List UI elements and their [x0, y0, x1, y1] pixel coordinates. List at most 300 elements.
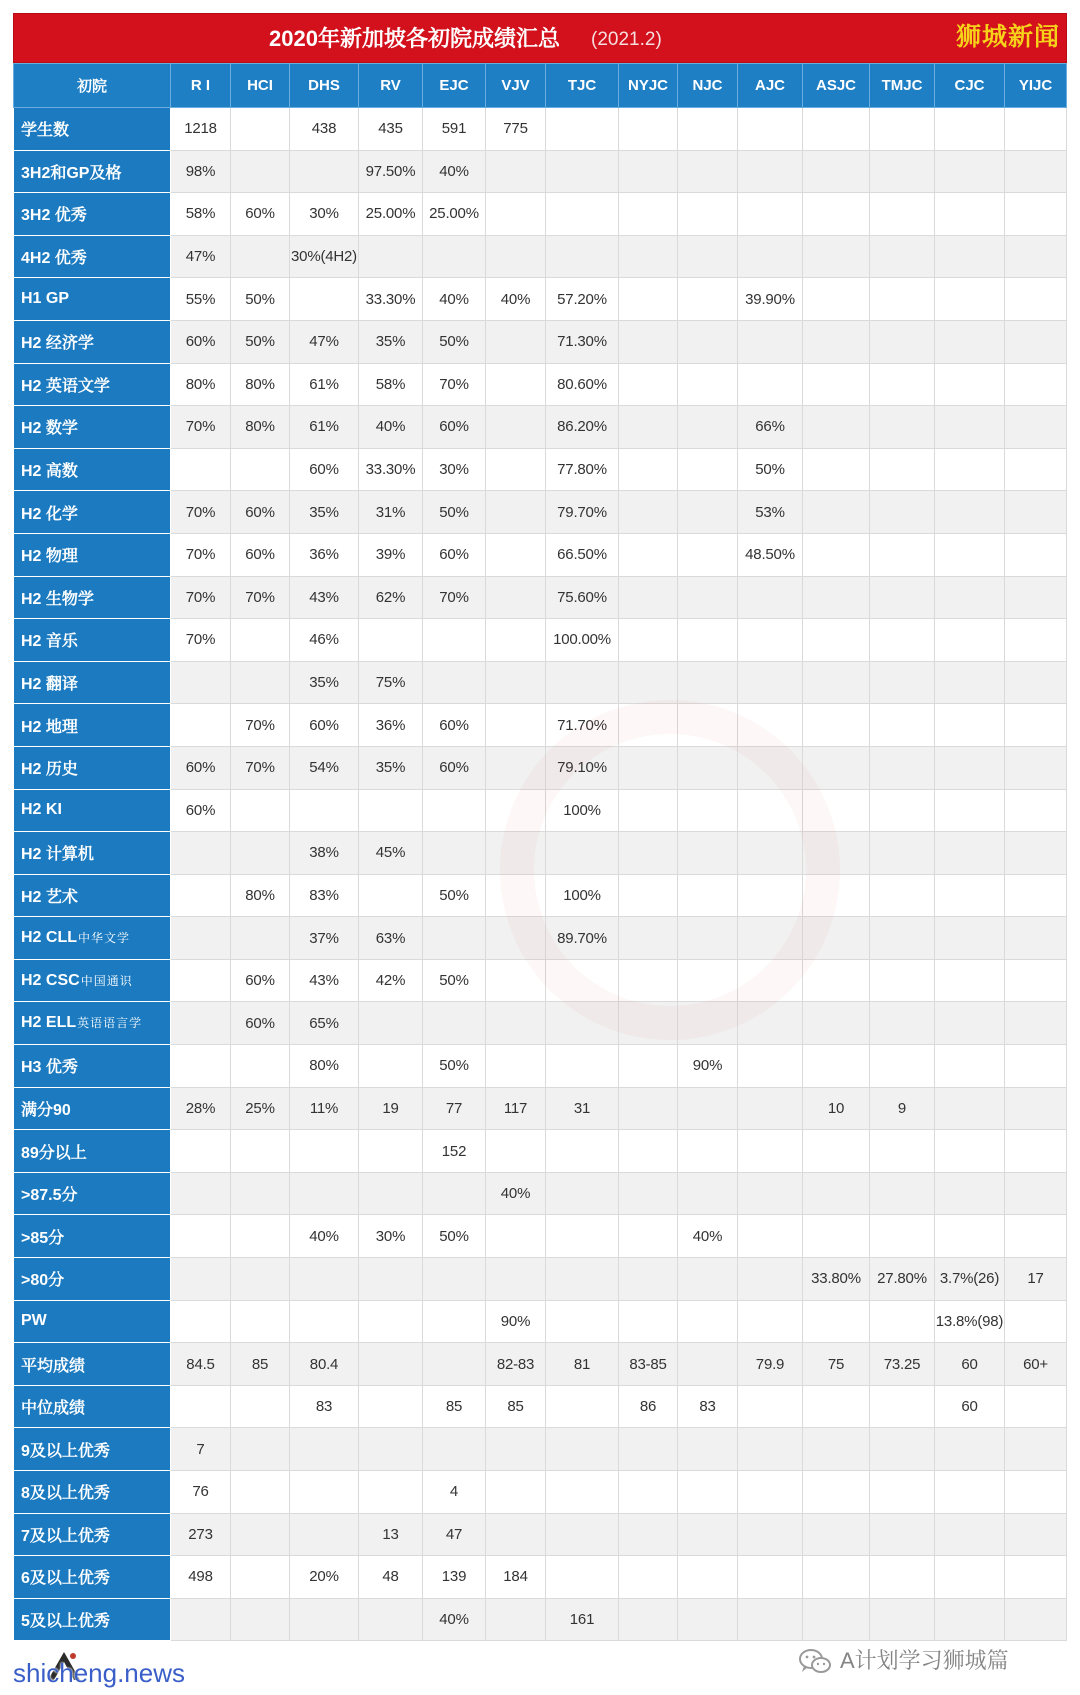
table-cell: [935, 789, 1005, 832]
row-label-text: H2 艺术: [21, 888, 78, 906]
table-cell: [1005, 278, 1067, 321]
header-hci: HCI: [231, 64, 290, 108]
table-cell: 30%: [290, 193, 359, 236]
table-cell: [678, 150, 738, 193]
table-row: [14, 448, 1067, 491]
header-ri: R I: [171, 64, 231, 108]
table-cell: [619, 917, 678, 960]
table-cell: [231, 1172, 290, 1215]
table-cell: [231, 1598, 290, 1641]
table-cell: 50%: [423, 320, 486, 363]
table-cell: 30%: [423, 448, 486, 491]
row-label-text: H2 音乐: [21, 633, 78, 651]
table-cell: [870, 917, 935, 960]
table-cell: 50%: [231, 320, 290, 363]
header-njc: NJC: [678, 64, 738, 108]
table-cell: [619, 320, 678, 363]
table-cell: [231, 1471, 290, 1514]
table-cell: [546, 193, 619, 236]
table-cell: [546, 832, 619, 875]
table-cell: [870, 1471, 935, 1514]
table-cell: 48: [359, 1556, 423, 1599]
table-cell: 40%: [486, 1172, 546, 1215]
table-cell: 50%: [231, 278, 290, 321]
table-cell: 47: [423, 1513, 486, 1556]
table-cell: 31%: [359, 491, 423, 534]
table-cell: [359, 1343, 423, 1386]
table-cell: [619, 1087, 678, 1130]
table-cell: 58%: [171, 193, 231, 236]
table-cell: 83: [678, 1385, 738, 1428]
table-cell: [935, 1002, 1005, 1045]
table-cell: [359, 1300, 423, 1343]
table-cell: 31: [546, 1087, 619, 1130]
table-cell: [486, 1045, 546, 1088]
table-row: [14, 150, 1067, 193]
table-cell: [870, 1130, 935, 1173]
table-cell: [935, 1513, 1005, 1556]
table-cell: [1005, 1045, 1067, 1088]
table-cell: 40%: [423, 150, 486, 193]
table-cell: 20%: [290, 1556, 359, 1599]
table-cell: [678, 406, 738, 449]
table-cell: 90%: [678, 1045, 738, 1088]
table-cell: [546, 959, 619, 1002]
table-cell: [171, 1300, 231, 1343]
table-row: [14, 491, 1067, 534]
table-cell: [486, 832, 546, 875]
table-cell: [619, 1002, 678, 1045]
row-label: [14, 448, 171, 491]
table-cell: [738, 661, 803, 704]
row-label-text: H2 物理: [21, 548, 78, 566]
table-cell: 60%: [423, 704, 486, 747]
table-cell: [738, 1385, 803, 1428]
table-cell: 45%: [359, 832, 423, 875]
table-cell: 50%: [423, 874, 486, 917]
table-cell: 11%: [290, 1087, 359, 1130]
row-label: [14, 1598, 171, 1641]
table-header-row: [14, 64, 1067, 108]
row-label-text: 4H2 优秀: [21, 250, 87, 268]
table-cell: [935, 1428, 1005, 1471]
table-row: [14, 619, 1067, 662]
table-cell: [171, 1130, 231, 1173]
table-row: [14, 661, 1067, 704]
table-cell: [935, 1215, 1005, 1258]
table-cell: [619, 533, 678, 576]
table-cell: 40%: [486, 278, 546, 321]
table-cell: 85: [486, 1385, 546, 1428]
table-cell: [678, 108, 738, 151]
row-label: [14, 150, 171, 193]
table-cell: 62%: [359, 576, 423, 619]
table-cell: [678, 448, 738, 491]
table-cell: [1005, 1172, 1067, 1215]
table-cell: [1005, 533, 1067, 576]
table-cell: 80.4: [290, 1343, 359, 1386]
header-cjc: CJC: [935, 64, 1005, 108]
header-vjv: VJV: [486, 64, 546, 108]
table-cell: [738, 959, 803, 1002]
table-row: [14, 1087, 1067, 1130]
table-cell: [803, 193, 870, 236]
table-cell: [290, 150, 359, 193]
header-nyjc: NYJC: [619, 64, 678, 108]
table-cell: [870, 619, 935, 662]
table-cell: [619, 278, 678, 321]
table-row: [14, 1343, 1067, 1386]
table-cell: [935, 661, 1005, 704]
table-cell: [619, 576, 678, 619]
row-label: [14, 1002, 171, 1045]
row-label: [14, 704, 171, 747]
row-label-subtitle: 中国通识: [80, 973, 133, 988]
table-cell: 775: [486, 108, 546, 151]
table-cell: [935, 533, 1005, 576]
table-cell: [359, 1172, 423, 1215]
table-cell: 57.20%: [546, 278, 619, 321]
table-row: [14, 406, 1067, 449]
table-cell: [486, 1513, 546, 1556]
row-label: [14, 1045, 171, 1088]
table-cell: [935, 959, 1005, 1002]
table-row: [14, 320, 1067, 363]
table-cell: [935, 363, 1005, 406]
table-cell: 7: [171, 1428, 231, 1471]
table-cell: [486, 406, 546, 449]
row-label: [14, 1130, 171, 1173]
table-cell: [619, 406, 678, 449]
table-cell: [1005, 1215, 1067, 1258]
table-cell: [619, 235, 678, 278]
table-cell: [870, 448, 935, 491]
table-cell: [738, 746, 803, 789]
table-cell: [678, 1002, 738, 1045]
table-cell: [935, 108, 1005, 151]
row-label: [14, 363, 171, 406]
row-label: [14, 746, 171, 789]
table-cell: 84.5: [171, 1343, 231, 1386]
table-cell: [423, 1258, 486, 1301]
table-cell: [803, 1428, 870, 1471]
table-cell: 70%: [423, 576, 486, 619]
row-label: [14, 320, 171, 363]
table-cell: [1005, 917, 1067, 960]
row-label-text: H2 CLL: [21, 929, 77, 947]
table-cell: [935, 1556, 1005, 1599]
table-cell: [738, 1556, 803, 1599]
table-cell: 48.50%: [738, 533, 803, 576]
table-cell: 70%: [231, 576, 290, 619]
table-cell: 43%: [290, 576, 359, 619]
table-cell: [171, 1385, 231, 1428]
table-cell: [231, 1300, 290, 1343]
table-cell: 438: [290, 108, 359, 151]
results-table-card: [13, 13, 1067, 1641]
table-cell: [935, 832, 1005, 875]
table-cell: [171, 1002, 231, 1045]
table-cell: [619, 1471, 678, 1514]
table-cell: 60%: [231, 959, 290, 1002]
table-row: [14, 1556, 1067, 1599]
table-cell: 53%: [738, 491, 803, 534]
table-row: [14, 789, 1067, 832]
table-cell: [935, 448, 1005, 491]
table-cell: [231, 1556, 290, 1599]
table-cell: [738, 619, 803, 662]
header-rv: RV: [359, 64, 423, 108]
row-label: [14, 1087, 171, 1130]
table-cell: 66.50%: [546, 533, 619, 576]
table-cell: 100.00%: [546, 619, 619, 662]
table-cell: [486, 1471, 546, 1514]
row-label: [14, 576, 171, 619]
table-cell: [678, 235, 738, 278]
table-cell: [423, 917, 486, 960]
table-cell: [935, 491, 1005, 534]
table-cell: 40%: [290, 1215, 359, 1258]
table-row: [14, 363, 1067, 406]
table-row: [14, 1258, 1067, 1301]
table-cell: 55%: [171, 278, 231, 321]
row-label-text: 3H2和GP及格: [21, 164, 122, 182]
table-cell: 35%: [359, 320, 423, 363]
table-cell: [231, 448, 290, 491]
table-cell: 80%: [231, 406, 290, 449]
table-cell: [678, 619, 738, 662]
table-cell: [678, 1513, 738, 1556]
table-cell: [619, 1172, 678, 1215]
table-cell: [231, 619, 290, 662]
row-label: [14, 108, 171, 151]
table-cell: [423, 789, 486, 832]
table-cell: [678, 1258, 738, 1301]
table-cell: [423, 619, 486, 662]
table-cell: 60%: [171, 789, 231, 832]
table-cell: 70%: [231, 704, 290, 747]
table-cell: 65%: [290, 1002, 359, 1045]
title-bar: [13, 13, 1067, 63]
table-cell: [678, 959, 738, 1002]
table-cell: [870, 874, 935, 917]
table-cell: [870, 406, 935, 449]
table-cell: [678, 661, 738, 704]
table-cell: 139: [423, 1556, 486, 1599]
table-cell: 79.10%: [546, 746, 619, 789]
table-cell: [486, 959, 546, 1002]
footer-site-watermark: shicheng.news: [13, 1658, 185, 1688]
table-cell: 4: [423, 1471, 486, 1514]
table-cell: [486, 193, 546, 236]
table-cell: 39.90%: [738, 278, 803, 321]
table-cell: [619, 619, 678, 662]
table-cell: [619, 1598, 678, 1641]
table-cell: [870, 278, 935, 321]
table-cell: 83: [290, 1385, 359, 1428]
table-cell: [803, 491, 870, 534]
row-label-subtitle: 中华文学: [78, 931, 131, 946]
table-cell: [678, 917, 738, 960]
table-cell: [486, 448, 546, 491]
table-cell: [803, 150, 870, 193]
table-row: [14, 832, 1067, 875]
table-row: [14, 193, 1067, 236]
table-cell: [1005, 1385, 1067, 1428]
table-cell: 35%: [359, 746, 423, 789]
table-cell: [803, 1300, 870, 1343]
table-cell: 19: [359, 1087, 423, 1130]
table-cell: 77: [423, 1087, 486, 1130]
table-cell: [1005, 1598, 1067, 1641]
table-cell: [803, 1598, 870, 1641]
table-cell: [678, 874, 738, 917]
table-cell: 117: [486, 1087, 546, 1130]
table-cell: [619, 1300, 678, 1343]
header-asjc: ASJC: [803, 64, 870, 108]
table-cell: 100%: [546, 789, 619, 832]
table-cell: [870, 1513, 935, 1556]
table-cell: [1005, 150, 1067, 193]
table-cell: [546, 150, 619, 193]
row-label-text: H2 高数: [21, 463, 78, 481]
table-cell: [870, 959, 935, 1002]
table-cell: [738, 1172, 803, 1215]
table-row: [14, 1428, 1067, 1471]
table-cell: [423, 1428, 486, 1471]
table-cell: [619, 363, 678, 406]
table-cell: [619, 704, 678, 747]
table-cell: 33.30%: [359, 278, 423, 321]
table-cell: [678, 1471, 738, 1514]
table-row: [14, 1471, 1067, 1514]
table-row: [14, 917, 1067, 960]
table-cell: [171, 1215, 231, 1258]
table-cell: [935, 1130, 1005, 1173]
row-label-text: 满分90: [21, 1101, 71, 1119]
table-cell: [619, 491, 678, 534]
table-cell: 61%: [290, 363, 359, 406]
table-cell: 75: [803, 1343, 870, 1386]
row-label-text: H2 KI: [21, 801, 62, 819]
table-cell: 13: [359, 1513, 423, 1556]
table-cell: [803, 406, 870, 449]
table-cell: [546, 1172, 619, 1215]
table-cell: [935, 1087, 1005, 1130]
page-title: 2020年新加坡各初院成绩汇总: [269, 26, 560, 51]
table-cell: 73.25: [870, 1343, 935, 1386]
table-cell: [423, 1002, 486, 1045]
row-label-text: PW: [21, 1312, 47, 1330]
table-cell: [619, 661, 678, 704]
table-cell: [1005, 959, 1067, 1002]
table-cell: 27.80%: [870, 1258, 935, 1301]
table-row: [14, 235, 1067, 278]
table-cell: 85: [231, 1343, 290, 1386]
table-cell: [803, 1172, 870, 1215]
table-cell: [359, 1130, 423, 1173]
table-cell: [171, 959, 231, 1002]
table-cell: [359, 1258, 423, 1301]
row-label: [14, 1385, 171, 1428]
table-cell: 86: [619, 1385, 678, 1428]
table-cell: 79.9: [738, 1343, 803, 1386]
table-cell: [546, 1385, 619, 1428]
table-cell: [870, 1002, 935, 1045]
table-row: [14, 959, 1067, 1002]
table-cell: 50%: [423, 1045, 486, 1088]
table-cell: [738, 1258, 803, 1301]
table-cell: 35%: [290, 491, 359, 534]
table-cell: 40%: [678, 1215, 738, 1258]
table-cell: [171, 1258, 231, 1301]
table-cell: [619, 959, 678, 1002]
row-label: [14, 832, 171, 875]
table-row: [14, 1598, 1067, 1641]
table-cell: 498: [171, 1556, 231, 1599]
table-cell: [870, 576, 935, 619]
table-cell: 70%: [171, 533, 231, 576]
table-cell: [870, 789, 935, 832]
row-label-text: H2 生物学: [21, 590, 94, 608]
table-cell: [423, 661, 486, 704]
table-cell: [619, 874, 678, 917]
row-label: [14, 619, 171, 662]
table-cell: [231, 1215, 290, 1258]
table-cell: [738, 235, 803, 278]
table-cell: [1005, 832, 1067, 875]
table-cell: [290, 278, 359, 321]
row-label: [14, 406, 171, 449]
table-cell: [171, 1598, 231, 1641]
table-cell: [619, 1556, 678, 1599]
table-cell: [359, 789, 423, 832]
row-label-text: 8及以上优秀: [21, 1485, 110, 1503]
table-cell: [803, 917, 870, 960]
table-cell: [738, 320, 803, 363]
table-cell: [290, 1258, 359, 1301]
table-cell: [1005, 1087, 1067, 1130]
table-cell: [1005, 193, 1067, 236]
table-cell: [935, 235, 1005, 278]
table-cell: [678, 193, 738, 236]
wechat-icon: [798, 1648, 832, 1676]
table-cell: [359, 1598, 423, 1641]
table-cell: [935, 704, 1005, 747]
table-cell: [231, 661, 290, 704]
table-cell: [486, 1258, 546, 1301]
table-cell: [619, 746, 678, 789]
table-cell: [1005, 746, 1067, 789]
table-cell: [935, 1172, 1005, 1215]
table-cell: [423, 235, 486, 278]
table-cell: [678, 1300, 738, 1343]
table-cell: 80.60%: [546, 363, 619, 406]
table-cell: [870, 1556, 935, 1599]
table-cell: 70%: [171, 576, 231, 619]
table-cell: [486, 491, 546, 534]
table-cell: [486, 619, 546, 662]
table-cell: 50%: [738, 448, 803, 491]
table-cell: 85: [423, 1385, 486, 1428]
table-cell: 70%: [171, 619, 231, 662]
table-cell: [803, 661, 870, 704]
table-cell: [738, 1598, 803, 1641]
table-cell: [359, 1471, 423, 1514]
header-ajc: AJC: [738, 64, 803, 108]
table-cell: [870, 1215, 935, 1258]
table-cell: [1005, 1300, 1067, 1343]
